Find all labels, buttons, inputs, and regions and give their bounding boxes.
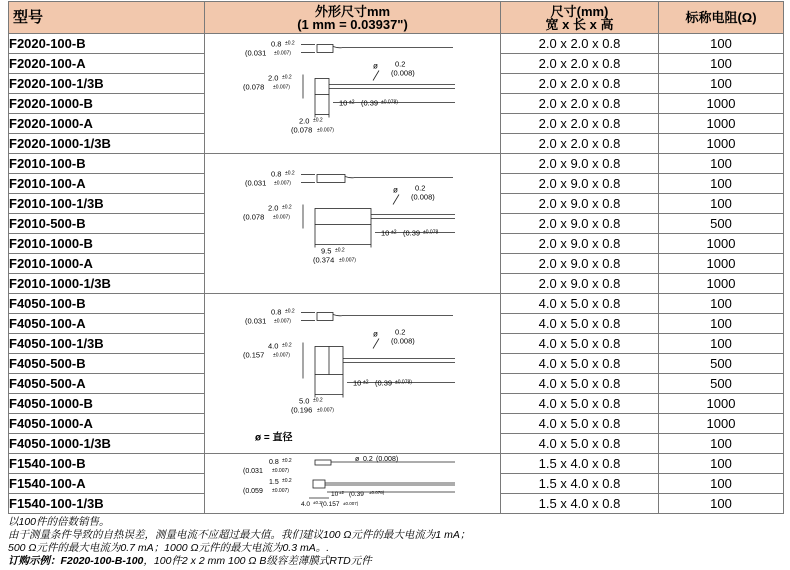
resistance-cell: 1000 (659, 114, 784, 134)
size-cell: 2.0 x 2.0 x 0.8 (501, 74, 659, 94)
resistance-cell: 100 (659, 314, 784, 334)
dia-mm: 0.2 (363, 456, 373, 463)
size-cell: 4.0 x 5.0 x 0.8 (501, 354, 659, 374)
resistance-cell: 500 (659, 214, 784, 234)
dim-length-in-tol: ±0.007) (339, 257, 356, 264)
size-cell: 2.0 x 2.0 x 0.8 (501, 114, 659, 134)
dim-length-tol: ±0.2 (335, 247, 345, 254)
dimension-diagram (205, 454, 501, 513)
dim-lead-in-tol: ±0.078 (423, 229, 439, 236)
table-row (9, 294, 784, 314)
dim-thickness-tol: ±0.2 (285, 40, 295, 47)
dim-thickness-mm: 0.8 (271, 169, 282, 179)
dim-thickness-in-tol: ±0.007) (274, 318, 291, 325)
size-cell: 2.0 x 9.0 x 0.8 (501, 254, 659, 274)
dim-thickness-mm: 0.8 (271, 307, 282, 317)
dim-lead-in-tol: ±0.078) (381, 99, 398, 106)
size-cell: 4.0 x 5.0 x 0.8 (501, 334, 659, 354)
model-cell: F1540-100-1/3B (9, 494, 205, 514)
resistance-cell: 1000 (659, 254, 784, 274)
dim-thickness-mm: 0.8 (271, 39, 282, 49)
model-cell: F2020-100-1/3B (9, 74, 205, 94)
size-cell: 2.0 x 9.0 x 0.8 (501, 214, 659, 234)
dim-thickness-tol: ±0.2 (285, 308, 295, 315)
resistance-cell: 100 (659, 454, 784, 474)
spec-table (8, 1, 784, 514)
dim-lead-mm: 10 (331, 491, 339, 498)
resistance-cell: 500 (659, 354, 784, 374)
dim-width-in: (0.157 (243, 350, 265, 360)
dim-width-mm: 2.0 (268, 203, 279, 213)
dim-lead-in: (0.39 (375, 378, 393, 388)
header-size-title: 尺寸(mm) (550, 3, 609, 19)
model-cell: F2010-1000-1/3B (9, 274, 205, 294)
dim-length-mm: 9.5 (321, 246, 332, 256)
model-cell: F2020-1000-A (9, 114, 205, 134)
dim-lead-in: (0.39 (361, 98, 379, 108)
model-cell: F2010-1000-A (9, 254, 205, 274)
dim-width-in-tol: ±0.007) (273, 214, 290, 221)
dim-lead-mm: 10 (353, 378, 362, 388)
element-front-view (315, 79, 329, 95)
dim-thickness-mm: 0.8 (269, 459, 279, 466)
element-side-view (317, 313, 333, 321)
model-cell: F2010-1000-B (9, 234, 205, 254)
size-cell: 4.0 x 5.0 x 0.8 (501, 314, 659, 334)
dim-lead-mm: 10 (339, 98, 348, 108)
model-cell: F2020-1000-1/3B (9, 134, 205, 154)
dim-width-in: (0.059 (243, 488, 263, 495)
dim-length-in: (0.374 (313, 255, 335, 265)
dim-lead-tol: ±2 (363, 379, 369, 386)
dimension-diagram (205, 34, 501, 153)
model-cell: F2010-100-B (9, 154, 205, 174)
header-dims-title: 外形尺寸mm (314, 3, 391, 19)
element-side-view (317, 175, 345, 183)
dim-width-tol: ±0.2 (282, 204, 292, 211)
notes (8, 516, 470, 568)
lead-bend (333, 47, 343, 48)
size-cell: 2.0 x 9.0 x 0.8 (501, 154, 659, 174)
dim-width-mm: 4.0 (268, 341, 279, 351)
resistance-cell: 100 (659, 154, 784, 174)
header-dims (205, 2, 501, 34)
resistance-cell: 100 (659, 74, 784, 94)
size-cell: 2.0 x 9.0 x 0.8 (501, 194, 659, 214)
dia-in: (0.008) (411, 192, 435, 202)
dim-length-in: (0.196 (291, 405, 313, 415)
size-cell: 4.0 x 5.0 x 0.8 (501, 394, 659, 414)
dim-length-tol: ±0.2 (313, 117, 323, 124)
dim-lead-mm: 10 (381, 228, 390, 238)
table-body (9, 34, 784, 514)
dim-width-mm: 1.5 (269, 479, 279, 486)
model-cell: F4050-1000-B (9, 394, 205, 414)
dim-thickness-tol: ±0.2 (282, 458, 292, 464)
model-cell: F2020-100-A (9, 54, 205, 74)
dia-in: (0.008) (391, 68, 415, 78)
resistance-cell: 100 (659, 434, 784, 454)
model-cell: F1540-100-B (9, 454, 205, 474)
size-cell: 2.0 x 2.0 x 0.8 (501, 34, 659, 54)
resistance-cell: 1000 (659, 414, 784, 434)
header-resistance: 标称电阻(Ω) (659, 2, 784, 34)
order-example (8, 555, 470, 568)
dim-thickness-in-tol: ±0.007) (272, 468, 289, 474)
model-cell: F4050-1000-A (9, 414, 205, 434)
dim-lead-in: (0.39 (403, 228, 421, 238)
diameter-legend: ø = 直径 (255, 432, 293, 444)
dim-width-in: (0.078 (243, 212, 265, 222)
element-front-view (315, 209, 371, 225)
size-cell: 2.0 x 9.0 x 0.8 (501, 274, 659, 294)
order-label: 订购示例： (8, 555, 61, 567)
model-cell: F4050-500-B (9, 354, 205, 374)
model-cell: F4050-100-1/3B (9, 334, 205, 354)
dia-mm: 0.2 (395, 59, 406, 69)
dim-width-in: (0.078 (243, 82, 265, 92)
dim-thickness-in: (0.031 (243, 468, 263, 475)
note-line-3: 500 Ω元件的最大电流为0.7 mA；1000 Ω元件的最大电流为0.3 mA。. (8, 542, 330, 554)
dim-thickness-in: (0.031 (245, 316, 267, 326)
resistance-cell: 1000 (659, 134, 784, 154)
dimension-diagram (205, 294, 501, 453)
size-cell: 1.5 x 4.0 x 0.8 (501, 494, 659, 514)
lead-bend (345, 177, 355, 178)
dim-length-in-tol: ±0.007) (343, 501, 359, 506)
element-side-view (315, 460, 331, 465)
model-cell: F4050-100-A (9, 314, 205, 334)
dim-thickness-in-tol: ±0.007) (274, 180, 291, 187)
dim-thickness-in: (0.031 (245, 178, 267, 188)
dia-mm: 0.2 (395, 327, 406, 337)
size-cell: 2.0 x 2.0 x 0.8 (501, 54, 659, 74)
resistance-cell: 1000 (659, 234, 784, 254)
dim-width-mm: 2.0 (268, 73, 279, 83)
dia-mm: 0.2 (415, 183, 426, 193)
size-cell: 2.0 x 2.0 x 0.8 (501, 94, 659, 114)
size-cell: 2.0 x 9.0 x 0.8 (501, 234, 659, 254)
resistance-cell: 1000 (659, 394, 784, 414)
dim-width-in-tol: ±0.007) (272, 488, 289, 494)
header-row (9, 2, 784, 34)
resistance-cell: 1000 (659, 94, 784, 114)
order-text: ，100件2 x 2 mm 100 Ω B级容差薄膜式RTD元件 (143, 555, 372, 567)
header-model: 型号 (9, 2, 205, 34)
resistance-cell: 100 (659, 294, 784, 314)
model-cell: F1540-100-A (9, 474, 205, 494)
dim-width-in-tol: ±0.007) (273, 84, 290, 91)
dim-width-in-tol: ±0.007) (273, 352, 290, 359)
dim-thickness-in: (0.031 (245, 48, 267, 58)
table-row (9, 454, 784, 474)
resistance-cell: 100 (659, 474, 784, 494)
dimension-diagram (205, 154, 501, 293)
model-cell: F4050-100-B (9, 294, 205, 314)
resistance-cell: 500 (659, 374, 784, 394)
resistance-cell: 100 (659, 174, 784, 194)
resistance-cell: 100 (659, 334, 784, 354)
dim-length-tol: ±0.2 (313, 397, 323, 404)
dim-length-mm: 2.0 (299, 116, 310, 126)
dim-lead-in-tol: ±0.078) (369, 490, 385, 495)
dimension-diagram-cell (205, 34, 501, 154)
dim-lead-tol: ±2 (349, 99, 355, 106)
dim-length-tol: ±0.2 (313, 500, 322, 505)
dia-symbol: ø (373, 329, 378, 339)
table-row (9, 154, 784, 174)
dia-in: (0.008) (391, 336, 415, 346)
dia-leader (393, 195, 399, 205)
dia-leader (373, 339, 379, 349)
size-cell: 4.0 x 5.0 x 0.8 (501, 294, 659, 314)
lead-bend (333, 315, 343, 316)
dimension-diagram-cell (205, 454, 501, 514)
dia-symbol: ø (373, 61, 378, 71)
dim-length-mm: 4.0 (301, 501, 311, 508)
dim-thickness-tol: ±0.2 (285, 170, 295, 177)
dim-lead-in: (0.39 (349, 491, 364, 498)
header-size (501, 2, 659, 34)
model-cell: F2010-100-1/3B (9, 194, 205, 214)
resistance-cell: 1000 (659, 274, 784, 294)
size-cell: 4.0 x 5.0 x 0.8 (501, 374, 659, 394)
model-cell: F2010-100-A (9, 174, 205, 194)
resistance-cell: 100 (659, 194, 784, 214)
element-front-view (313, 480, 325, 488)
size-cell: 2.0 x 9.0 x 0.8 (501, 174, 659, 194)
header-size-sub: 宽 x 长 x 高 (545, 16, 614, 32)
model-cell: F2020-100-B (9, 34, 205, 54)
dia-symbol: ø (355, 456, 360, 463)
size-cell: 1.5 x 4.0 x 0.8 (501, 474, 659, 494)
note-line-1: 以100件的倍数销售。 (8, 516, 110, 528)
model-cell: F4050-1000-1/3B (9, 434, 205, 454)
dim-lead-tol: ±2 (339, 490, 344, 495)
note-line-2: 由于测量条件导致的自热误差，测量电流不应超过最大值。我们建议100 Ω元件的最大电流为1 mA； (8, 529, 471, 541)
dim-length-in: (0.157 (321, 501, 340, 508)
size-cell: 1.5 x 4.0 x 0.8 (501, 454, 659, 474)
dia-leader (373, 71, 379, 81)
header-dims-sub: (1 mm = 0.03937") (297, 16, 408, 32)
dia-in: (0.008) (376, 456, 399, 463)
dim-length-in-tol: ±0.007) (317, 407, 334, 414)
dim-width-tol: ±0.2 (282, 74, 292, 81)
dim-width-tol: ±0.2 (282, 478, 292, 484)
table-row (9, 34, 784, 54)
dim-length-mm: 5.0 (299, 396, 310, 406)
model-cell: F4050-500-A (9, 374, 205, 394)
dimension-diagram-cell (205, 294, 501, 454)
model-cell: F2020-1000-B (9, 94, 205, 114)
dia-symbol: ø (393, 185, 398, 195)
dim-lead-in-tol: ±0.078) (395, 379, 412, 386)
model-cell: F2010-500-B (9, 214, 205, 234)
size-cell: 2.0 x 2.0 x 0.8 (501, 134, 659, 154)
dimension-diagram-cell (205, 154, 501, 294)
dim-length-in-tol: ±0.007) (317, 127, 334, 134)
resistance-cell: 100 (659, 494, 784, 514)
dim-lead-tol: ±2 (391, 229, 397, 236)
size-cell: 4.0 x 5.0 x 0.8 (501, 434, 659, 454)
order-code: F2020-100-B-100 (60, 555, 144, 567)
resistance-cell: 100 (659, 54, 784, 74)
dim-thickness-in-tol: ±0.007) (274, 50, 291, 57)
element-side-view (317, 45, 333, 53)
size-cell: 4.0 x 5.0 x 0.8 (501, 414, 659, 434)
dim-width-tol: ±0.2 (282, 342, 292, 349)
dim-length-in: (0.078 (291, 125, 313, 135)
resistance-cell: 100 (659, 34, 784, 54)
